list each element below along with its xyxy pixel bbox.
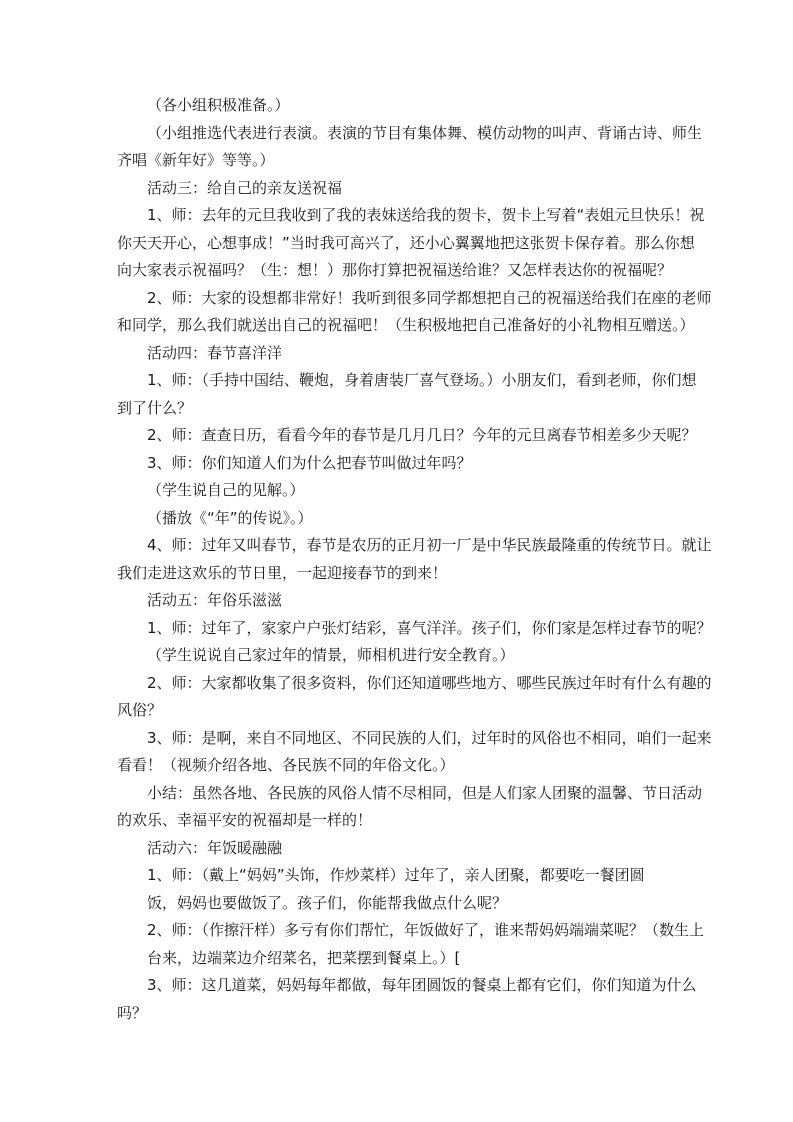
text-line: （播放《“年”的传说》。） xyxy=(147,508,313,527)
text-line: 齐唱《新年好》等等。） xyxy=(117,151,275,169)
text-line: 台来，边端菜边介绍菜名，把菜摆到餐桌上。）[ xyxy=(147,948,461,967)
text-line: 2、师：查查日历，看看今年的春节是几月几日？今年的元旦离春节相差多少天呢？ xyxy=(147,426,697,444)
text-line: 到了什么？ xyxy=(117,398,193,417)
text-line: 活动三：给自己的亲友送祝福 xyxy=(147,178,343,197)
text-line: 2、师：（作擦汗样）多亏有你们帮忙，年饭做好了，谁来帮妈妈端端菜呢？（数生上 xyxy=(147,921,705,939)
text-line: 你天天开心，心想事成！”当时我可高兴了，还小心翼翼地把这张贺卡保存着。那么你想 xyxy=(117,233,695,252)
text-line: （各小组积极准备。） xyxy=(147,96,290,114)
text-line: 活动六：年饭暖融融 xyxy=(147,838,283,857)
text-line: （学生说自己的见解。） xyxy=(147,481,305,499)
text-line: 我们走进这欢乐的节日里，一起迎接春节的到来！ xyxy=(117,563,448,582)
text-line: 看看！（视频介绍各地、各民族不同的年俗文化。） xyxy=(117,756,455,774)
text-line: 2、师：大家的设想都非常好！我听到很多同学都想把自己的祝福送给我们在座的老师 xyxy=(147,288,712,307)
text-line: 3、师：你们知道人们为什么把春节叫做过年吗？ xyxy=(147,453,472,472)
text-line: （小组推选代表进行表演。表演的节目有集体舞、模仿动物的叫声、背诵古诗、师生 xyxy=(147,123,703,142)
text-line: 3、师：是啊，来自不同地区、不同民族的人们，过年时的风俗也不相同，咱们一起来 xyxy=(147,728,712,747)
text-line: 4、师：过年又叫春节，春节是农历的正月初一厂是中华民族最隆重的传统节日。就让 xyxy=(147,536,712,554)
text-line: 1、师：（戴上“妈妈”头饰，作炒菜样）过年了，亲人团聚，都要吃一餐团圆 xyxy=(147,866,645,884)
text-line: 1、师：过年了，家家户户张灯结彩，喜气洋洋。孩子们，你们家是怎样过春节的呢？ xyxy=(147,618,712,637)
text-line: 活动五：年俗乐滋滋 xyxy=(147,591,283,609)
text-line: 小结：虽然各地、各民族的风俗人情不尽相同，但是人们家人团聚的温馨、节日活动 xyxy=(147,783,703,802)
text-line: 1、师：去年的元旦我收到了我的表妹送给我的贺卡，贺卡上写着“表姐元旦快乐！祝 xyxy=(147,206,705,224)
text-line: 饭，妈妈也要做饭了。孩子们，你能帮我做点什么呢？ xyxy=(147,893,508,912)
text-line: （学生说说自己家过年的情景，师相机进行安全教育。） xyxy=(147,646,515,664)
text-line: 风俗？ xyxy=(117,701,163,719)
document-body xyxy=(117,92,712,1027)
text-line: 3、师：这几道菜，妈妈每年都做，每年团圆饭的餐桌上都有它们，你们知道为什么 xyxy=(147,976,697,994)
text-line: 吗？ xyxy=(117,1003,148,1022)
text-line: 向大家表示祝福吗？（生：想！）那你打算把祝福送给谁？又怎样表达你的祝福呢？ xyxy=(117,261,673,279)
text-line: 的欢乐、幸福平安的祝福却是一样的！ xyxy=(117,811,373,829)
text-line: 活动四：春节喜洋洋 xyxy=(147,343,283,362)
text-line: 1、师：（手持中国结、鞭炮，身着唐装厂喜气登场。）小朋友们，看到老师，你们想 xyxy=(147,371,697,389)
text-line: 2、师：大家都收集了很多资料，你们还知道哪些地方、哪些民族过年时有什么有趣的 xyxy=(147,673,712,692)
text-line: 和同学，那么我们就送出自己的祝福吧！（生积极地把自己准备好的小礼物相互赠送。） xyxy=(117,316,695,334)
